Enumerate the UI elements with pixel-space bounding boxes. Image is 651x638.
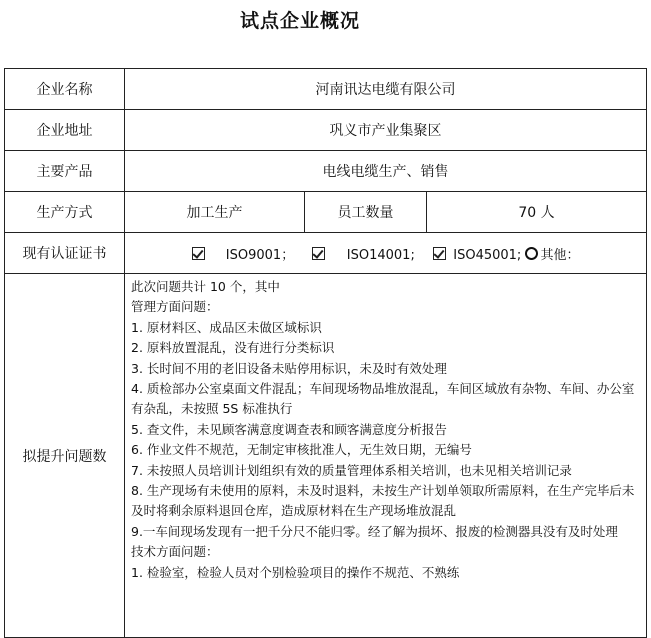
iso45001-checkbox[interactable] [433, 247, 446, 260]
iso45001-label: ISO45001; [453, 247, 522, 263]
company-address-value[interactable]: 巩义市产业集聚区 [125, 110, 647, 151]
issues-line: 9.一车间现场发现有一把千分尺不能归零。经了解为损坏、报废的检测器具没有及时处理 [131, 523, 618, 539]
issues-line: 2. 原料放置混乱，没有进行分类标识 [131, 340, 335, 356]
company-info-table [4, 68, 647, 638]
issues-line: 6. 作业文件不规范，无制定审核批准人，无生效日期，无编号 [131, 442, 472, 458]
certificates-line [125, 244, 646, 263]
row-issues [5, 274, 647, 638]
iso9001-checkbox[interactable] [192, 247, 205, 260]
issues-line: 技术方面问题： [131, 544, 219, 560]
row-production [5, 192, 647, 233]
certificates-label: 现有认证证书 [5, 233, 125, 274]
iso14001-checkbox[interactable] [312, 247, 325, 260]
issues-line: 8. 生产现场有未使用的原料，未及时退料，未按生产计划单领取所需原料，在生产完毕后未及时将剩余原料退回仓库，造成原材料在生产现场堆放混乱 [131, 483, 635, 519]
other-radio-icon[interactable] [525, 247, 538, 260]
certificates-cell [125, 233, 647, 274]
other-label: 其他： [540, 247, 580, 263]
issues-line: 管理方面问题： [131, 299, 219, 315]
company-name-value[interactable]: 河南讯达电缆有限公司 [125, 69, 647, 110]
staff-count-value[interactable]: 70 人 [427, 192, 647, 233]
iso14001-label: ISO14001; [346, 247, 415, 263]
issues-line: 7. 未按照人员培训计划组织有效的质量管理体系相关培训，也未见相关培训记录 [131, 462, 572, 478]
issues-line: 5. 查文件，未见顾客满意度调查表和顾客满意度分析报告 [131, 421, 447, 437]
checkmark-icon [192, 247, 203, 259]
issues-line: 1. 检验室，检验人员对个别检验项目的操作不规范、不熟练 [131, 564, 460, 580]
issues-line: 4. 质检部办公室桌面文件混乱；车间现场物品堆放混乱，车间区域放有杂物、车间、办公室有杂乱，未按照 5S 标准执行 [131, 381, 635, 417]
row-certificates [5, 233, 647, 274]
checkmark-icon [313, 247, 324, 259]
row-company-address [5, 110, 647, 151]
row-main-products [5, 151, 647, 192]
issues-label: 拟提升问题数 [5, 274, 125, 638]
row-company-name [5, 69, 647, 110]
page-title: 试点企业概况 [239, 10, 360, 32]
issues-line: 1. 原材料区、成品区未做区域标识 [131, 319, 322, 335]
main-products-value[interactable]: 电线电缆生产、销售 [125, 151, 647, 192]
issues-line: 3. 长时间不用的老旧设备未贴停用标识，未及时有效处理 [131, 360, 447, 376]
checkmark-icon [434, 247, 445, 259]
issues-content[interactable] [125, 274, 647, 638]
production-value[interactable]: 加工生产 [125, 192, 305, 233]
company-address-label: 企业地址 [5, 110, 125, 151]
staff-count-label: 员工数量 [305, 192, 427, 233]
production-label: 生产方式 [5, 192, 125, 233]
company-name-label: 企业名称 [5, 69, 125, 110]
main-products-label: 主要产品 [5, 151, 125, 192]
issues-line: 此次问题共计 10 个，其中 [131, 279, 280, 294]
iso9001-label: ISO9001； [225, 247, 295, 263]
